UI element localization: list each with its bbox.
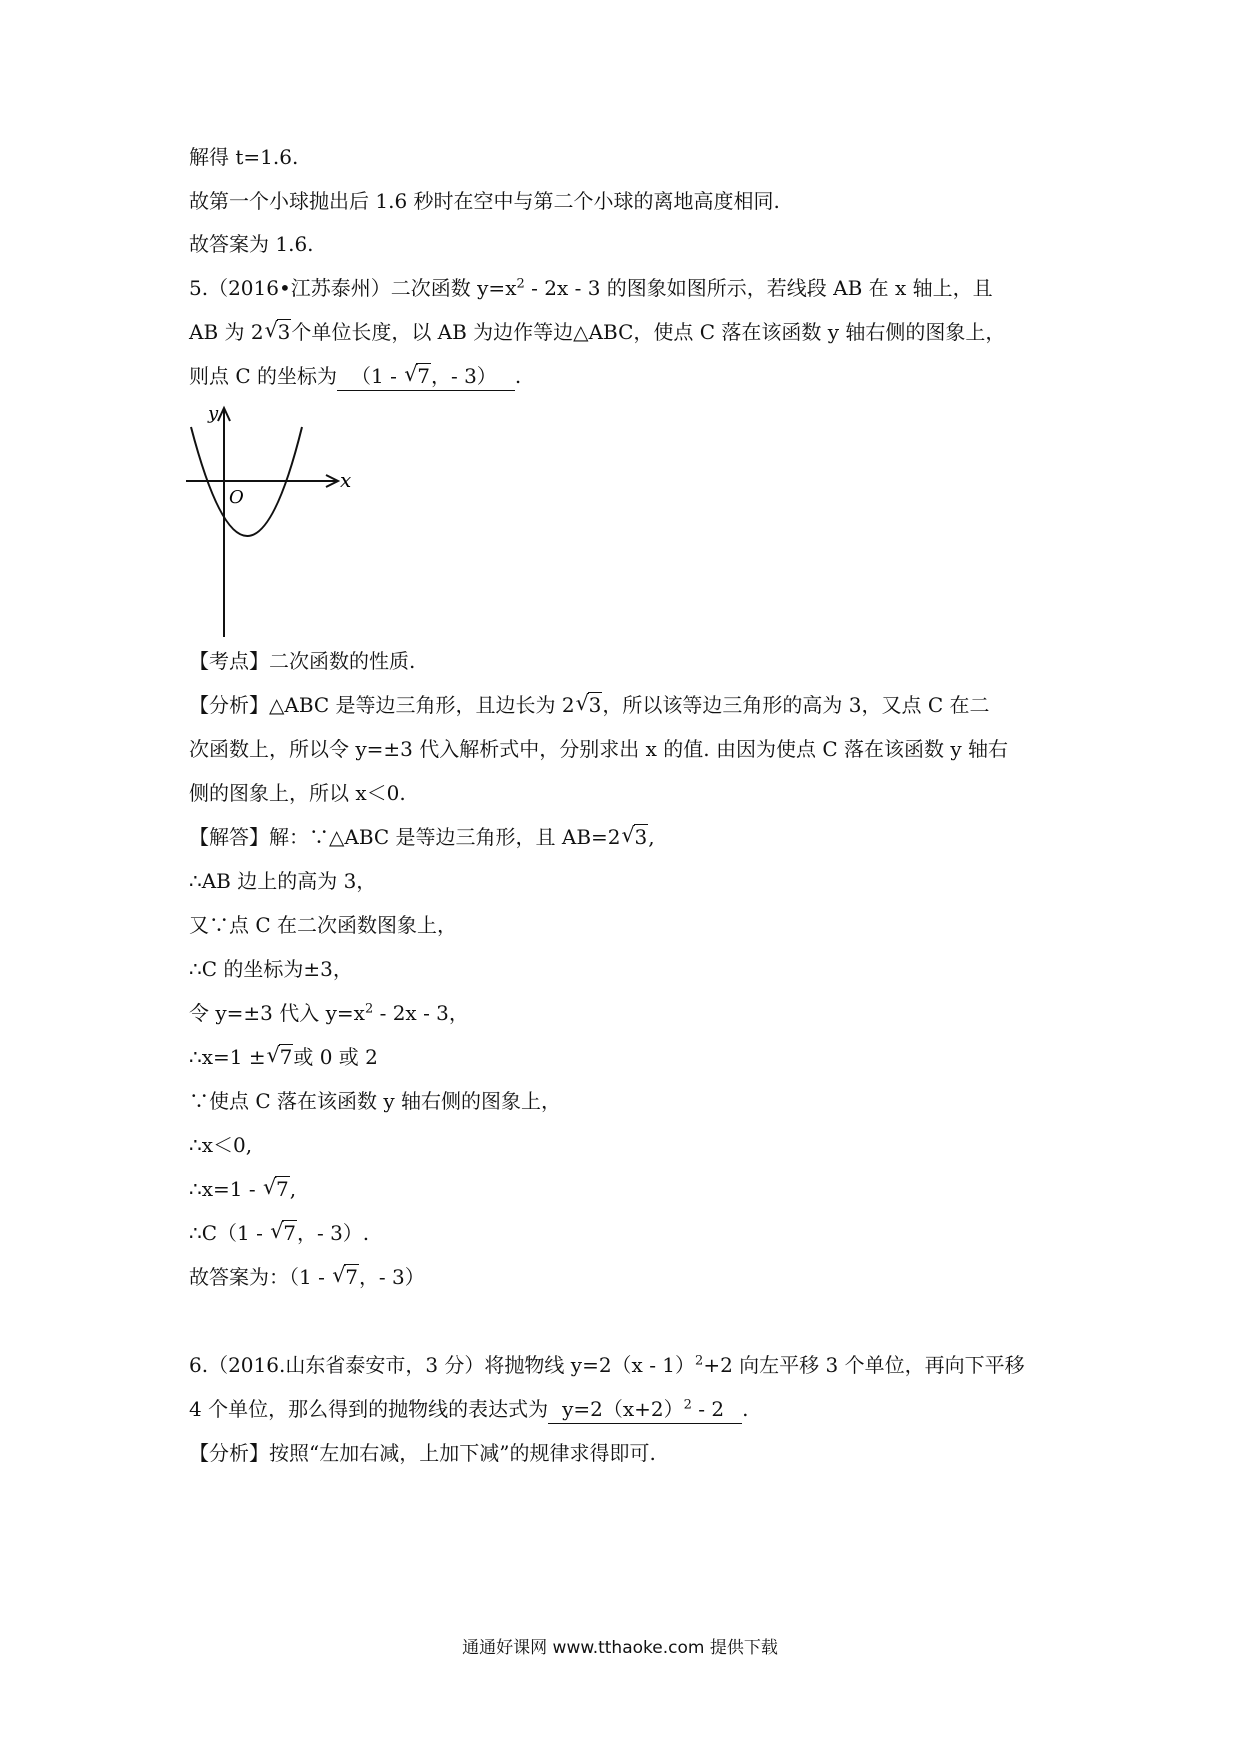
text: 次函数上，所以令 y=±3 代入解析式中，分别求出 x 的值. 由因为使点 C 落在该函数 y 轴右: [189, 737, 1008, 761]
y-axis-label: y: [208, 405, 219, 424]
radicand: 3: [588, 693, 602, 717]
text: ，- 3）.: [296, 1221, 370, 1245]
radicand: 3: [634, 825, 648, 849]
text: ∴C（1 -: [189, 1221, 270, 1245]
text-line: [189, 955, 353, 983]
answer-blank: [548, 1395, 742, 1424]
radical: [332, 1263, 359, 1291]
radical: [622, 823, 649, 851]
parabola-figure: [186, 405, 401, 640]
superscript: 2: [695, 1353, 704, 1369]
origin-label: O: [229, 487, 244, 508]
text: - 2: [691, 1397, 725, 1421]
text-line: [189, 779, 406, 807]
text: .: [742, 1397, 749, 1421]
text: 或 0 或 2: [293, 1045, 378, 1069]
text-line: [189, 911, 457, 939]
text-line: [189, 735, 1008, 763]
text-line: [189, 823, 655, 851]
text: 【分析】△ABC 是等边三角形，且边长为 2: [189, 693, 575, 717]
text: 4 个单位，那么得到的抛物线的表达式为: [189, 1397, 549, 1421]
text: y=2（x+2）: [562, 1397, 684, 1421]
text-line: [189, 999, 469, 1027]
question-6-line-2: [189, 1395, 748, 1424]
radicand: 7: [275, 1177, 289, 1201]
text: 又∵点 C 在二次函数图象上，: [189, 913, 458, 937]
text: 侧的图象上，所以 x＜0.: [189, 781, 406, 805]
text-line: [189, 1043, 378, 1071]
text-line: [189, 1175, 296, 1203]
text-line: [189, 1263, 425, 1291]
text-line: [189, 143, 298, 171]
text-line: [189, 691, 989, 719]
superscript: 2: [683, 1397, 692, 1413]
text: 【解答】解：∵△ABC 是等边三角形，且 AB=2: [189, 825, 621, 849]
radicand: 7: [283, 1221, 296, 1245]
text: 6.（2016.山东省泰安市，3 分）将抛物线 y=2（x - 1）: [189, 1353, 696, 1377]
text: - 2x - 3 的图象如图所示，若线段 AB 在 x 轴上，且: [524, 276, 993, 300]
text: ∴x＜0,: [189, 1133, 253, 1157]
text: 5.（2016•江苏泰州）二次函数 y=x: [189, 276, 517, 300]
text-line: [189, 1439, 656, 1467]
radical: [267, 1043, 294, 1071]
text: 则点 C 的坐标为: [189, 364, 338, 388]
text-line: [189, 1087, 561, 1115]
text-line: [189, 187, 780, 215]
text: ∴C 的坐标为±3，: [189, 957, 353, 981]
radical: [270, 1219, 297, 1247]
text: +2 向左平移 3 个单位，再向下平移: [703, 1353, 1025, 1377]
text: ∴x=1 -: [189, 1177, 262, 1201]
question-5-line-1: [189, 274, 993, 302]
text: - 2x - 3，: [373, 1001, 469, 1025]
text: ，- 3）: [430, 364, 497, 388]
text: ，所以该等边三角形的高为 3，又点 C 在二: [602, 693, 990, 717]
radical: [263, 1175, 290, 1203]
question-5-line-2: [189, 318, 1005, 346]
text: 故第一个小球抛出后 1.6 秒时在空中与第二个小球的离地高度相同.: [189, 189, 780, 213]
radical: [576, 691, 603, 719]
radical: [404, 362, 431, 390]
text: ,: [648, 825, 655, 849]
text: 解得 t=1.6.: [189, 145, 299, 169]
superscript: 2: [516, 276, 525, 292]
answer-blank: [337, 362, 515, 391]
text: 故答案为：（1 -: [189, 1265, 332, 1289]
superscript: 2: [364, 1001, 374, 1017]
text: 令 y=±3 代入 y=x: [189, 1001, 365, 1025]
question-5-line-3: [189, 362, 521, 391]
text-line: [189, 1219, 369, 1247]
question-6-line-1: [189, 1351, 1025, 1379]
radicand: 7: [279, 1045, 293, 1069]
radicand: 7: [417, 364, 430, 388]
text: 故答案为 1.6.: [189, 232, 314, 256]
text: ∴x=1 ±: [189, 1045, 266, 1069]
text: 【考点】二次函数的性质.: [189, 649, 416, 673]
text: ∴AB 边上的高为 3，: [189, 869, 377, 893]
text: ，- 3）: [358, 1265, 425, 1289]
text: 【分析】按照“左加右减，上加下减”的规律求得即可.: [189, 1441, 656, 1465]
text-line: [189, 867, 376, 895]
radicand: 3: [277, 320, 291, 344]
text: ,: [289, 1177, 297, 1201]
text-line: [189, 230, 314, 258]
text-line: [189, 647, 415, 675]
text: （1 -: [351, 364, 404, 388]
footer-text: 通通好课网 www.tthaoke.com 提供下载: [462, 1638, 778, 1658]
text-line: [189, 1131, 252, 1159]
text: 个单位长度，以 AB 为边作等边△ABC，使点 C 落在该函数 y 轴右侧的图象上，: [291, 320, 1006, 344]
text: ∵使点 C 落在该函数 y 轴右侧的图象上，: [189, 1089, 562, 1113]
radical: [265, 318, 292, 346]
text: .: [514, 364, 522, 388]
radicand: 7: [345, 1265, 358, 1289]
text: AB 为 2: [189, 320, 264, 344]
x-axis-label: x: [340, 468, 352, 492]
